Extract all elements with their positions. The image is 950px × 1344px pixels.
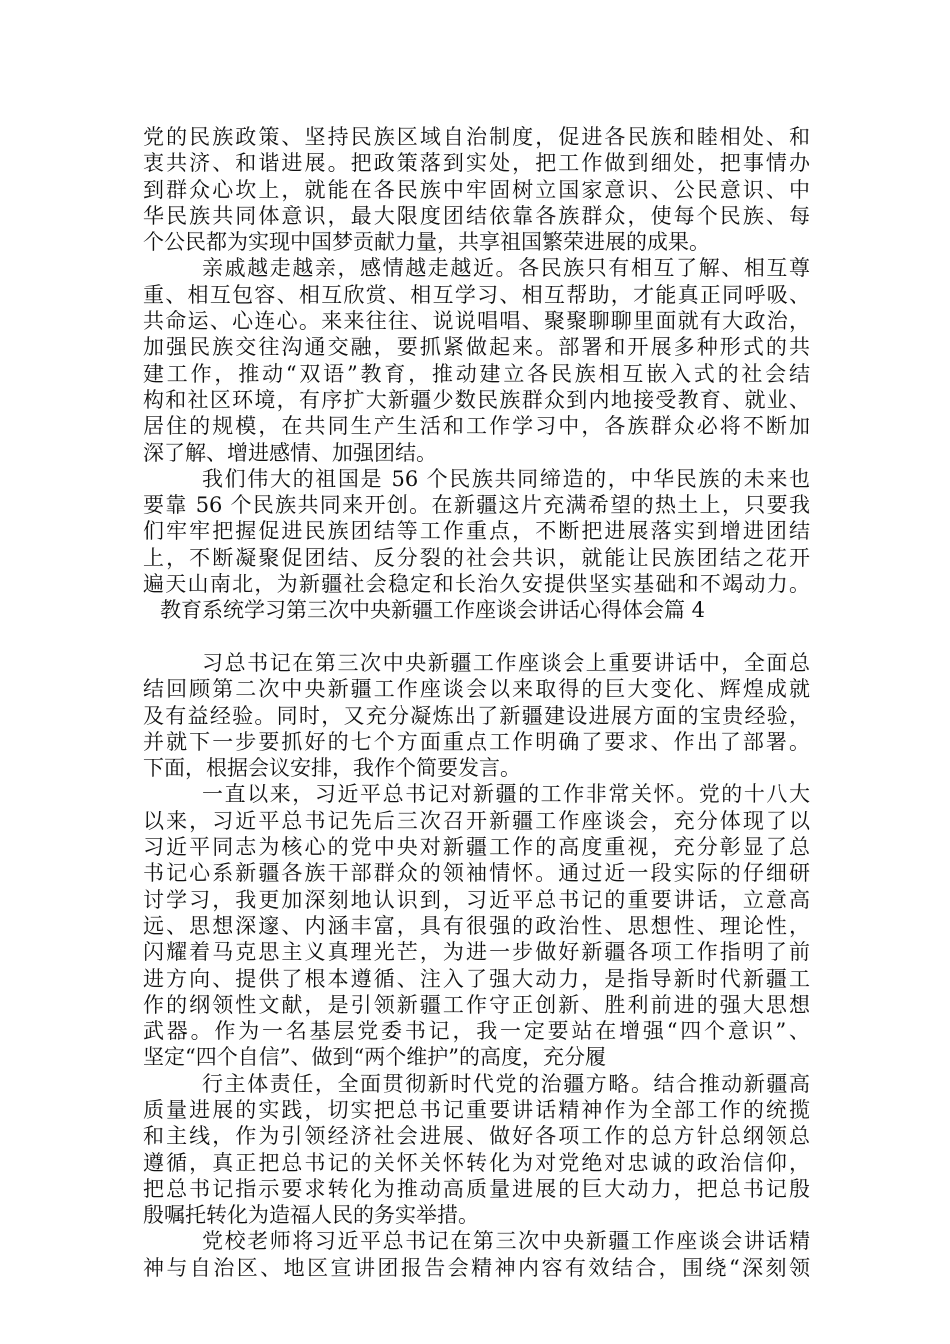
paragraph-line: 以来，习近平总书记先后三次召开新疆工作座谈会，充分体现了以 [143,808,810,833]
paragraph-line: 进方向、提供了根本遵循、注入了强大动力，是指导新时代新疆工 [143,966,810,991]
paragraph-last-line: 下面，根据会议安排，我作个简要发言。 [143,756,521,781]
paragraph-line: 并就下一步要抓好的七个方面重点工作明确了要求、作出了部署。 [143,729,810,754]
paragraph-line: 居住的规模，在共同生产生活和工作学习中，各族群众必将不断加 [143,414,810,439]
paragraph-line: 书记心系新疆各族干部群众的领袖情怀。通过近一段实际的仔细研 [143,861,810,886]
paragraph-line: 遍天山南北，为新疆社会稳定和长治久安提供坚实基础和不竭动力。 [143,572,810,597]
paragraph-line: 结回顾第二次中央新疆工作座谈会以来取得的巨大变化、辉煌成就 [143,677,810,702]
paragraph-line: 要靠 56 个民族共同来开创。在新疆这片充满希望的热土上，只要我 [143,493,810,518]
paragraph-line: 们牢牢把握促进民族团结等工作重点，不断把进展落实到增进团结 [143,519,810,544]
paragraph-line: 衷共济、和谐进展。把政策落到实处，把工作做到细处，把事情办 [143,151,810,176]
paragraph-line: 和主线，作为引领经济社会进展、做好各项工作的总方针总纲领总 [143,1124,810,1149]
paragraph-line: 党的民族政策、坚持民族区域自治制度，促进各民族和睦相处、和 [143,125,810,149]
paragraph-line: 远、思想深邃、内涵丰富，具有很强的政治性、思想性、理论性， [143,913,810,938]
paragraph-line: 共命运、心连心。来来往往、说说唱唱、聚聚聊聊里面就有大政治， [143,309,810,334]
paragraph-last-line: 深了解、增进感情、加强团结。 [143,440,437,465]
paragraph-line: 武器。作为一名基层党委书记，我一定要站在增强“四个意识”、 [143,1019,810,1044]
paragraph-last-line: 殷嘱托转化为造福人民的务实举措。 [143,1203,479,1228]
section-heading: 教育系统学习第三次中央新疆工作座谈会讲话心得体会篇 4 [160,598,706,623]
paragraph-line: 讨学习，我更加深刻地认识到，习近平总书记的重要讲话，立意高 [143,887,810,912]
paragraph-first-line: 行主体责任，全面贯彻新时代党的治疆方略。结合推动新疆高 [202,1071,810,1096]
blank-line [143,624,810,650]
paragraph-line: 重、相互包容、相互欣赏、相互学习、相互帮助，才能真正同呼吸、 [143,282,810,307]
paragraph-line: 遵循，真正把总书记的关怀关怀转化为对党绝对忠诚的政治信仰， [143,1150,810,1175]
paragraph-last-line: 个公民都为实现中国梦贡献力量，共享祖国繁荣进展的成果。 [143,230,710,255]
paragraph-line: 及有益经验。同时，又充分凝炼出了新疆建设进展方面的宝贵经验， [143,703,810,728]
paragraph-line: 建工作，推动“双语”教育，推动建立各民族相互嵌入式的社会结 [143,361,810,386]
paragraph-line: 把总书记指示要求转化为推动高质量进展的巨大动力，把总书记殷 [143,1176,810,1201]
paragraph-line: 神与自治区、地区宣讲团报告会精神内容有效结合，围绕“深刻领 [143,1255,810,1280]
paragraph-first-line: 我们伟大的祖国是 56 个民族共同缔造的，中华民族的未来也 [202,466,810,491]
paragraph-line: 加强民族交往沟通交融，要抓紧做起来。部署和开展多种形式的共 [143,335,810,360]
paragraph-line: 闪耀着马克思主义真理光芒，为进一步做好新疆各项工作指明了前 [143,940,810,965]
paragraph-line: 上，不断凝聚促团结、反分裂的社会共识，就能让民族团结之花开 [143,545,810,570]
paragraph-line: 质量进展的实践，切实把总书记重要讲话精神作为全部工作的统揽 [143,1097,810,1122]
document-body [143,124,810,1281]
paragraph-first-line: 一直以来，习近平总书记对新疆的工作非常关怀。党的十八大 [202,782,810,807]
paragraph-first-line: 党校老师将习近平总书记在第三次中央新疆工作座谈会讲话精 [202,1229,810,1254]
paragraph-line: 习近平同志为核心的党中央对新疆工作的高度重视，充分彰显了总 [143,835,810,860]
paragraph-first-line: 习总书记在第三次中央新疆工作座谈会上重要讲话中，全面总 [202,650,810,675]
paragraph-line: 华民族共同体意识，最大限度团结依靠各族群众，使每个民族、每 [143,203,810,228]
paragraph-last-line: 坚定“四个自信”、做到“两个维护”的高度，充分履 [143,1045,606,1070]
paragraph-first-line: 亲戚越走越亲，感情越走越近。各民族只有相互了解、相互尊 [202,256,810,281]
paragraph-line: 到群众心坎上，就能在各民族中牢固树立国家意识、公民意识、中 [143,177,810,202]
paragraph-line: 构和社区环境，有序扩大新疆少数民族群众到内地接受教育、就业、 [143,387,810,412]
paragraph-line: 作的纲领性文献，是引领新疆工作守正创新、胜利前进的强大思想 [143,992,810,1017]
